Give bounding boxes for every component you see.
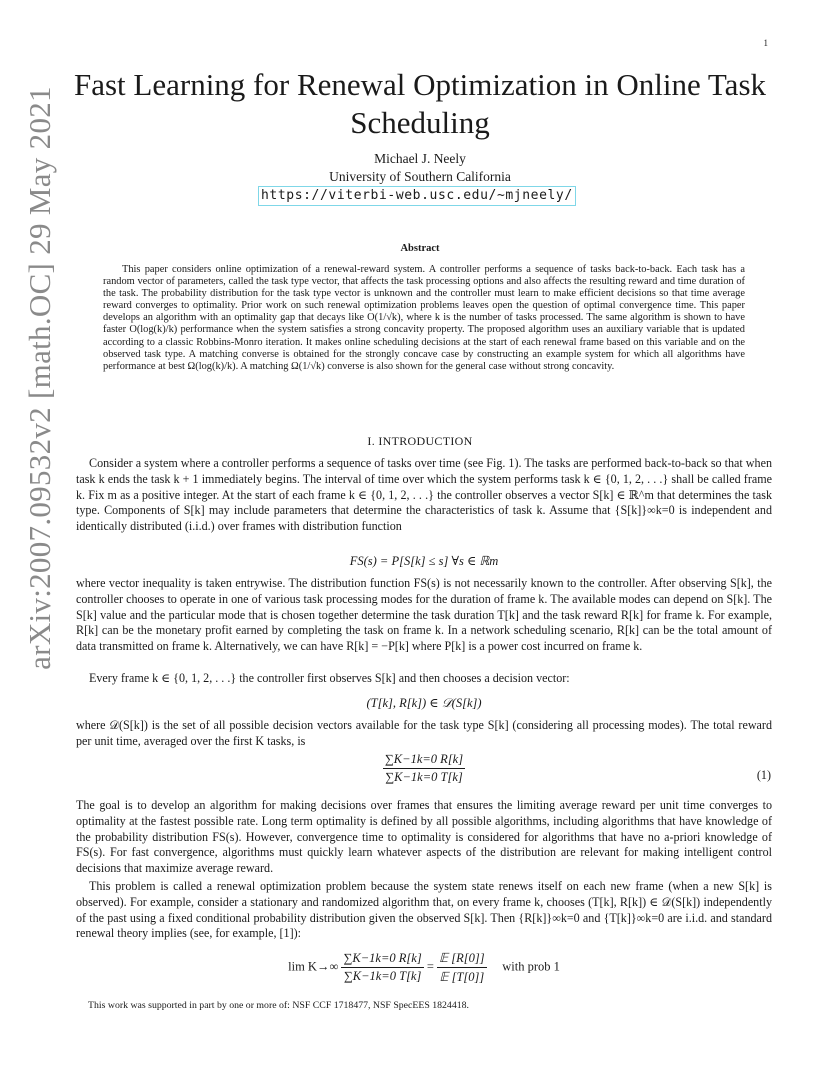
equation-limit: lim K→∞ $\frac{\sum K-1k=0 R[k]}{\sum K-1k=0 T[k]}$ = $\frac{\text{𝔼 [R[0]]}}{\text{𝔼 [T[0]]}}$ with prob 1 — [288, 951, 560, 984]
intro-paragraph-6: This problem is called a renewal optimization problem because the system state renews itself on each new frame (when a new S[k] is observed). For example, consider a stationary and randomized algorithm that, on every frame k, chooses (T[k], R[k]) ∈ 𝒟(S[k]) independently of the past using a fixed conditional probability distribution given the observed S[k]. Then {R[k]}∞k=0 and {T[k]}∞k=0 are i.i.d. and standard renewal theory implies (see, for example, [1]): — [76, 879, 772, 941]
equation-1-numerator: ∑K−1k=0 R[k] — [383, 752, 465, 769]
funding-footnote: This work was supported in part by one or more of: NSF CCF 1718477, NSF SpecEES 1824418. — [88, 1000, 469, 1011]
arxiv-stamp: arXiv:2007.09532v2 [math.OC] 29 May 2021 — [22, 86, 57, 670]
author-name: Michael J. Neely — [374, 151, 466, 166]
limit-rhs-numerator: 𝔼 [R[0]] — [437, 950, 487, 968]
abstract-body: This paper considers online optimization of a renewal-reward system. A controller performs a sequence of tasks back-to-back. Each task has a random vector of parameters, called the task type vector, that affects the task processing options and also affects the resulting reward and time duration of the task. The probability distribution for the task type vector is unknown and the controller must learn to make efficient decisions so that time average reward converges to optimality. Prior work on such renewal optimization problems leaves open the question of optimal convergence time. This paper develops an algorithm with an optimality gap that decays like O(1/√k), where k is the number of tasks processed. The same algorithm is shown to have faster O(log(k)/k) performance when the system satisfies a strong concavity property. The proposed algorithm uses an auxiliary variable that is updated according to a classic Robbins-Monro iteration. It makes online scheduling decisions at the start of each renewal frame based on this variable and on the observed task type. A matching converse is obtained for the strongly concave case by constructing an example system for which all algorithms have performance at best Ω(log(k)/k). A matching Ω(1/√k) converse is also shown for the general case without strong concavity. — [103, 264, 745, 372]
equation-1 — [76, 752, 772, 785]
intro-paragraph-1: Consider a system where a controller performs a sequence of tasks over time (see Fig. 1). The tasks are performed back-to-back so that when task k ends the task k + 1 immediately begins. The interval of time over which the system performs task k ∈ {0, 1, 2, . . .} shall be called frame k. Fix m as a positive integer. At the start of each frame k ∈ {0, 1, 2, . . .} the controller observes a vector S[k] ∈ ℝ^m that determines the task type. Components of S[k] may include parameters that determine the characteristics of task k. Assume that {S[k]}∞k=0 is independent and identically distributed (i.i.d.) over frames with distribution function — [76, 456, 772, 534]
author-affiliation: University of Southern California — [329, 169, 511, 184]
equation-decision: (T[k], R[k]) ∈ 𝒟(S[k]) — [366, 696, 482, 710]
equation-1-fraction — [383, 752, 465, 785]
equation-1-denominator: ∑K−1k=0 T[k] — [385, 770, 463, 784]
page-number: 1 — [763, 38, 768, 48]
author-url-link[interactable]: https://viterbi-web.usc.edu/~mjneely/ — [258, 186, 576, 206]
abstract-heading: Abstract — [400, 243, 440, 254]
limit-operator: lim K→∞ — [288, 959, 339, 974]
equation-distribution: FS(s) = P[S[k] ≤ s] ∀s ∈ ℝm — [349, 554, 499, 568]
limit-rhs-denominator: 𝔼 [T[0]] — [439, 970, 485, 984]
intro-paragraph-2: where vector inequality is taken entrywise. The distribution function FS(s) is not necessarily known to the controller. After observing S[k], the controller chooses to operate in one of various task processing modes for the duration of frame k. The available modes can depend on S[k]. The S[k] value and the particular mode that is chosen together determine the task duration T[k] and the task reward R[k] for frame k. For example, R[k] can be the monetary profit earned by completing the task on frame k. In a network scheduling scenario, R[k] can be the total amount of data transmitted on frame k. Alternatively, we can have R[k] = −P[k] where P[k] is a power cost incurred on frame k. — [76, 576, 772, 654]
limit-lhs-denominator: ∑K−1k=0 T[k] — [343, 969, 422, 983]
intro-paragraph-5: The goal is to develop an algorithm for making decisions over frames that ensures the limiting average reward per unit time converges to optimality at the fastest possible rate. Long term optimality is defined by all possible algorithms, including algorithms that have knowledge of the probability distribution FS(s). However, convergence time to optimality is considered for algorithms that have no a-priori knowledge of FS(s). For fast convergence, algorithms must quickly learn whatever aspects of the distribution are relevant for making intelligent control decisions that maximize average reward. — [76, 798, 772, 876]
limit-lhs-fraction — [341, 951, 423, 984]
section-heading: I. INTRODUCTION — [367, 434, 473, 448]
limit-lhs-numerator: ∑K−1k=0 R[k] — [341, 951, 423, 968]
limit-note: with prob 1 — [502, 959, 560, 974]
intro-paragraph-3: Every frame k ∈ {0, 1, 2, . . .} the controller first observes S[k] and then chooses a decision vector: — [89, 671, 570, 685]
intro-paragraph-4: where 𝒟(S[k]) is the set of all possible decision vectors available for the task type S[k] (considering all processing modes). The total reward per unit time, averaged over the first K tasks, is — [76, 718, 772, 748]
limit-rhs-fraction — [437, 950, 487, 985]
equation-1-label: (1) — [756, 768, 771, 782]
paper-title: Fast Learning for Renewal Optimization in Online Task Scheduling — [73, 67, 767, 140]
